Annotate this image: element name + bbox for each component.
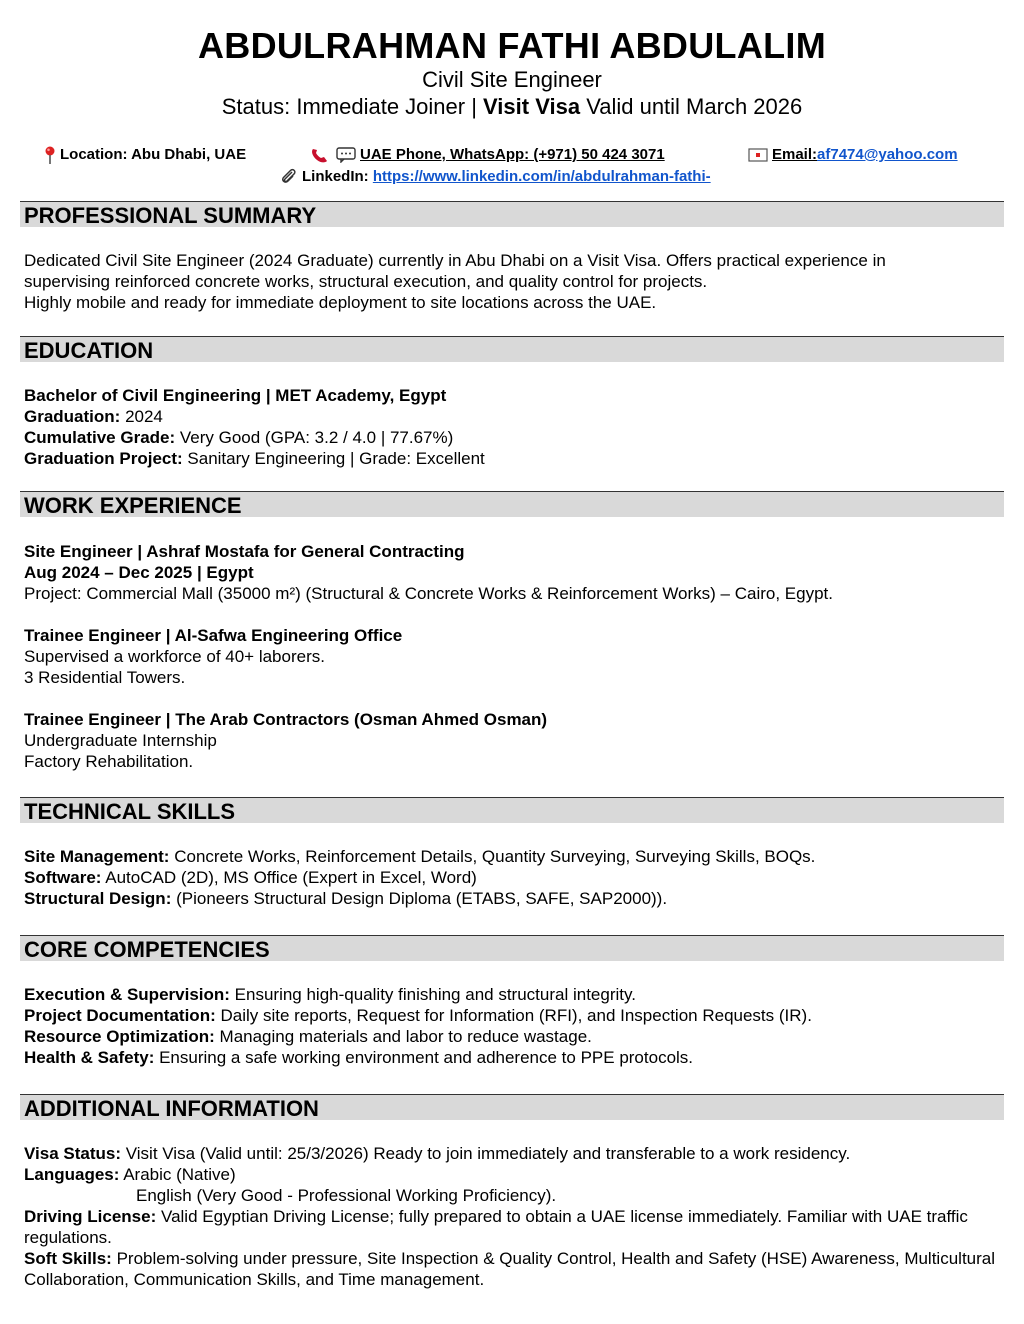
job2-detail: 3 Residential Towers. (24, 668, 186, 687)
competency-item: Health & Safety: Ensuring a safe working environment and adherence to PPE protocols. (24, 1048, 694, 1067)
email[interactable] (748, 144, 958, 166)
software: Software: AutoCAD (2D), MS Office (Expert in Excel, Word) (24, 868, 477, 887)
candidate-name: ABDULRAHMAN FATHI ABDULALIM (197, 25, 826, 66)
graduation-project: Graduation Project: Sanitary Engineering | Grade: Excellent (24, 449, 485, 468)
experience-heading: WORK EXPERIENCE (20, 491, 1004, 517)
competency-item: Execution & Supervision: Ensuring high-quality finishing and structural integrity. (24, 985, 636, 1004)
additional-heading: ADDITIONAL INFORMATION (20, 1094, 1004, 1120)
experience-body (24, 541, 1004, 772)
languages-second: English (Very Good - Professional Working Proficiency). (136, 1186, 557, 1205)
job3-detail: Factory Rehabilitation. (24, 752, 194, 771)
contact-row (44, 144, 994, 166)
phone-icon (310, 147, 332, 163)
competency-item: Resource Optimization: Managing materials and labor to reduce wastage. (24, 1027, 592, 1046)
summary-line: Dedicated Civil Site Engineer (2024 Graduate) currently in Abu Dhabi on a Visit Visa. Offers practical experience in (24, 251, 886, 270)
visa-status: Visa Status: Visit Visa (Valid until: 25/3/2026) Ready to join immediately and transferable to a work residency. (24, 1144, 851, 1163)
job2-detail: Supervised a workforce of 40+ laborers. (24, 647, 325, 666)
location (44, 144, 246, 166)
driving-license: Driving License: Valid Egyptian Driving License; fully prepared to obtain a UAE license immediately. Familiar with UAE traffic regulations. (24, 1207, 968, 1247)
competency-item: Project Documentation: Daily site reports, Request for Information (RFI), and Inspection Requests (IR). (24, 1006, 812, 1025)
structural-design: Structural Design: (Pioneers Structural Design Diploma (ETABS, SAFE, SAP2000)). (24, 889, 668, 908)
job2-title: Trainee Engineer | Al-Safwa Engineering Office (24, 626, 403, 645)
education-heading: EDUCATION (20, 336, 1004, 362)
job1-dates: Aug 2024 – Dec 2025 | Egypt (24, 563, 254, 582)
job3-title: Trainee Engineer | The Arab Contractors (Osman Ahmed Osman) (24, 710, 548, 729)
job-role: Civil Site Engineer (422, 67, 602, 92)
job1-title: Site Engineer | Ashraf Mostafa for General Contracting (24, 542, 465, 561)
paperclip-icon (280, 168, 298, 186)
cumulative-grade: Cumulative Grade: Very Good (GPA: 3.2 / 4.0 | 77.67%) (24, 428, 454, 447)
status-visa: Visit Visa (483, 94, 581, 119)
degree: Bachelor of Civil Engineering | MET Academy, Egypt (24, 386, 447, 405)
status-prefix: Status: Immediate Joiner | (221, 94, 484, 119)
phone-text: UAE Phone, WhatsApp: (+971) 50 424 3071 (360, 146, 665, 163)
email-label: Email: (772, 146, 818, 163)
summary-line: Highly mobile and ready for immediate deployment to site locations across the UAE. (24, 293, 657, 312)
skills-heading: TECHNICAL SKILLS (20, 797, 1004, 823)
job3-detail: Undergraduate Internship (24, 731, 217, 750)
competencies-heading: CORE COMPETENCIES (20, 935, 1004, 961)
map-pin-icon (44, 146, 56, 164)
competencies-body (24, 984, 1004, 1068)
email-link[interactable]: af7474@yahoo.com (817, 146, 958, 163)
summary-body (24, 250, 1004, 313)
summary-heading: PROFESSIONAL SUMMARY (20, 201, 1004, 227)
status-suffix: Valid until March 2026 (580, 94, 803, 119)
summary-line: supervising reinforced concrete works, structural execution, and quality control for projects. (24, 272, 708, 291)
skills-body (24, 846, 1004, 909)
job1-detail: Project: Commercial Mall (35000 m²) (Structural & Concrete Works & Reinforcement Works) – Cairo, Egypt. (24, 584, 834, 603)
phone[interactable] (310, 144, 665, 166)
linkedin-row (280, 166, 711, 188)
graduation: Graduation: 2024 (24, 407, 163, 426)
email-icon (748, 148, 768, 162)
languages: Languages: Arabic (Native) (24, 1165, 236, 1184)
education-body (24, 385, 1004, 469)
status-line (0, 94, 1024, 120)
chat-icon (336, 147, 356, 163)
site-management: Site Management: Concrete Works, Reinforcement Details, Quantity Surveying, Surveying Skills, BOQs. (24, 847, 816, 866)
linkedin-link[interactable]: https://www.linkedin.com/in/abdulrahman-fathi- (372, 168, 711, 185)
location-text: Location: Abu Dhabi, UAE (60, 146, 247, 163)
soft-skills: Soft Skills: Problem-solving under pressure, Site Inspection & Quality Control, Health and Safety (HSE) Awareness, Multicultural Collaboration, Communication Skills, and Time management. (24, 1249, 996, 1289)
linkedin-label: LinkedIn: (302, 168, 369, 185)
additional-body (24, 1143, 1004, 1290)
